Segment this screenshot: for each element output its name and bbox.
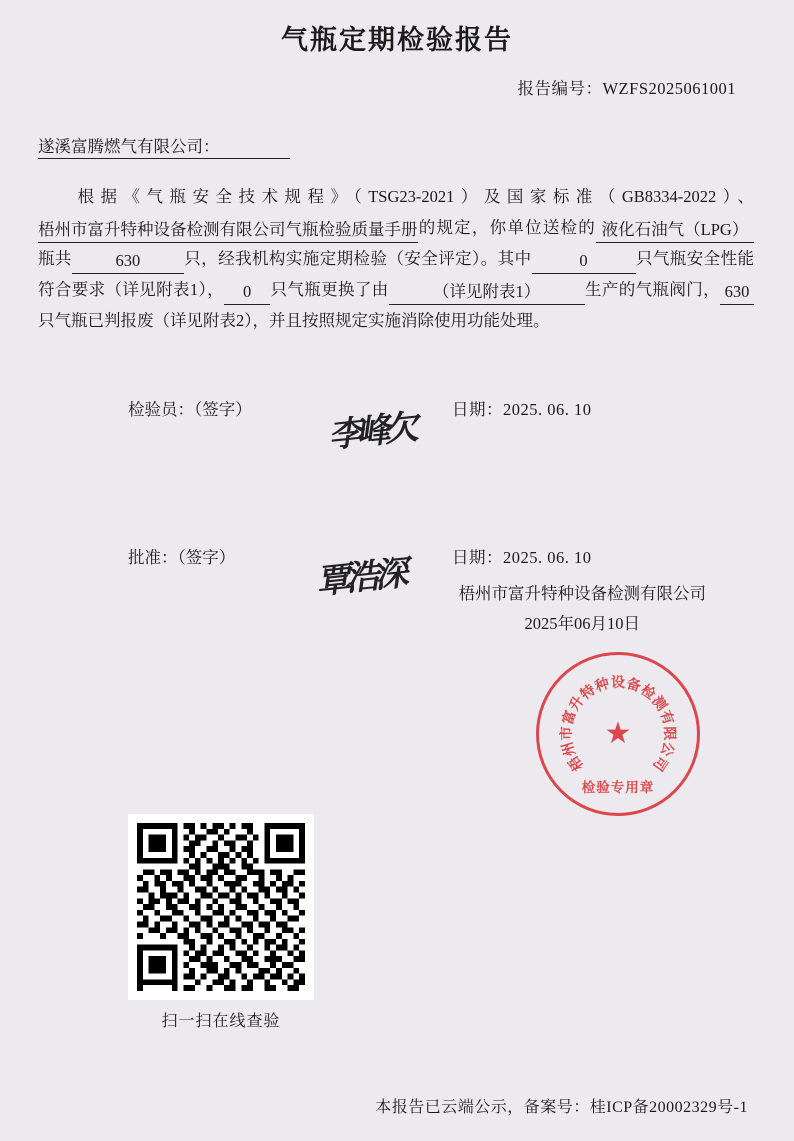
approver-date-value: 2025. 06. 10: [503, 548, 592, 567]
valve-maker-field: （详见附表1）: [389, 279, 585, 305]
approver-label: 批准：（签字）: [128, 548, 236, 567]
issuer-block: [459, 579, 707, 639]
approver-date-label: 日期：: [452, 548, 503, 567]
recipient-line: [36, 133, 758, 159]
qr-code[interactable]: [128, 814, 314, 1000]
stamp-bottom-text: 检验专用章: [581, 780, 655, 795]
qualified-count-field: 0: [532, 248, 636, 274]
recipient-blank: [220, 141, 290, 159]
recipient-name: 遂溪富腾燃气有限公司：: [38, 133, 220, 159]
inspector-date-label: 日期：: [452, 400, 503, 419]
body-text-5: 只气瓶安全性能符合要求（详见附表1），: [38, 249, 755, 299]
gas-type-field: 液化石油气（LPG）: [596, 217, 754, 243]
inspector-date-value: 2025. 06. 10: [503, 400, 592, 419]
body-text-3: 瓶共: [38, 249, 72, 268]
page-title: 气瓶定期检验报告: [281, 25, 513, 56]
standard-manual-field: 梧州市富升特种设备检测有限公司气瓶检验质量手册: [38, 217, 418, 243]
issuer-company: 梧州市富升特种设备检测有限公司: [458, 584, 706, 603]
body-text-2: 的规定，你单位送检的: [417, 218, 596, 237]
inspector-signature: 李峰欠: [326, 407, 415, 457]
report-number: [36, 75, 758, 99]
qr-block: [128, 814, 314, 1031]
inspector-date: [452, 396, 592, 420]
star-icon: ★: [604, 717, 632, 750]
body-text-1: 根据《气瓶安全技术规程》（TSG23-2021）及国家标准（GB8334-2022）、: [71, 187, 754, 206]
official-stamp: [536, 652, 700, 816]
body-text-8: 只气瓶已判报废（详见附表2），并且按照规定实施消除使用功能处理。: [38, 311, 550, 330]
valve-count-field: 0: [224, 279, 270, 305]
qr-code-image: [137, 823, 305, 991]
body-text-6: 只气瓶更换了由: [270, 280, 389, 299]
body-text-4: 只，经我机构实施定期检验（安全评定）。其中: [183, 249, 532, 268]
approver-signature: 覃浩深: [314, 553, 406, 603]
total-count-field: 630: [72, 248, 184, 274]
footer-note: 本报告已云端公示，备案号：桂ICP备20002329号-1: [375, 1099, 748, 1116]
signature-block: [36, 396, 758, 634]
body-text-7: 生产的气瓶阀门，: [584, 280, 721, 299]
report-number-label: 报告编号：: [517, 79, 603, 98]
scrapped-count-field: 630: [720, 279, 754, 305]
issuer-date: 2025年06月10日: [524, 614, 640, 633]
approver-date: [452, 544, 592, 568]
report-number-value: WZFS2025061001: [602, 79, 736, 98]
stamp-arc-text: 梧 州 市 富 升 特 种 设 备 检 测 有 限 公 司: [559, 676, 677, 774]
body-paragraph: [36, 181, 758, 336]
inspector-label: 检验员：（签字）: [128, 400, 252, 419]
qr-caption: 扫一扫在线查验: [161, 1013, 281, 1030]
report-page: [0, 18, 794, 1141]
inspector-row: [36, 396, 758, 486]
